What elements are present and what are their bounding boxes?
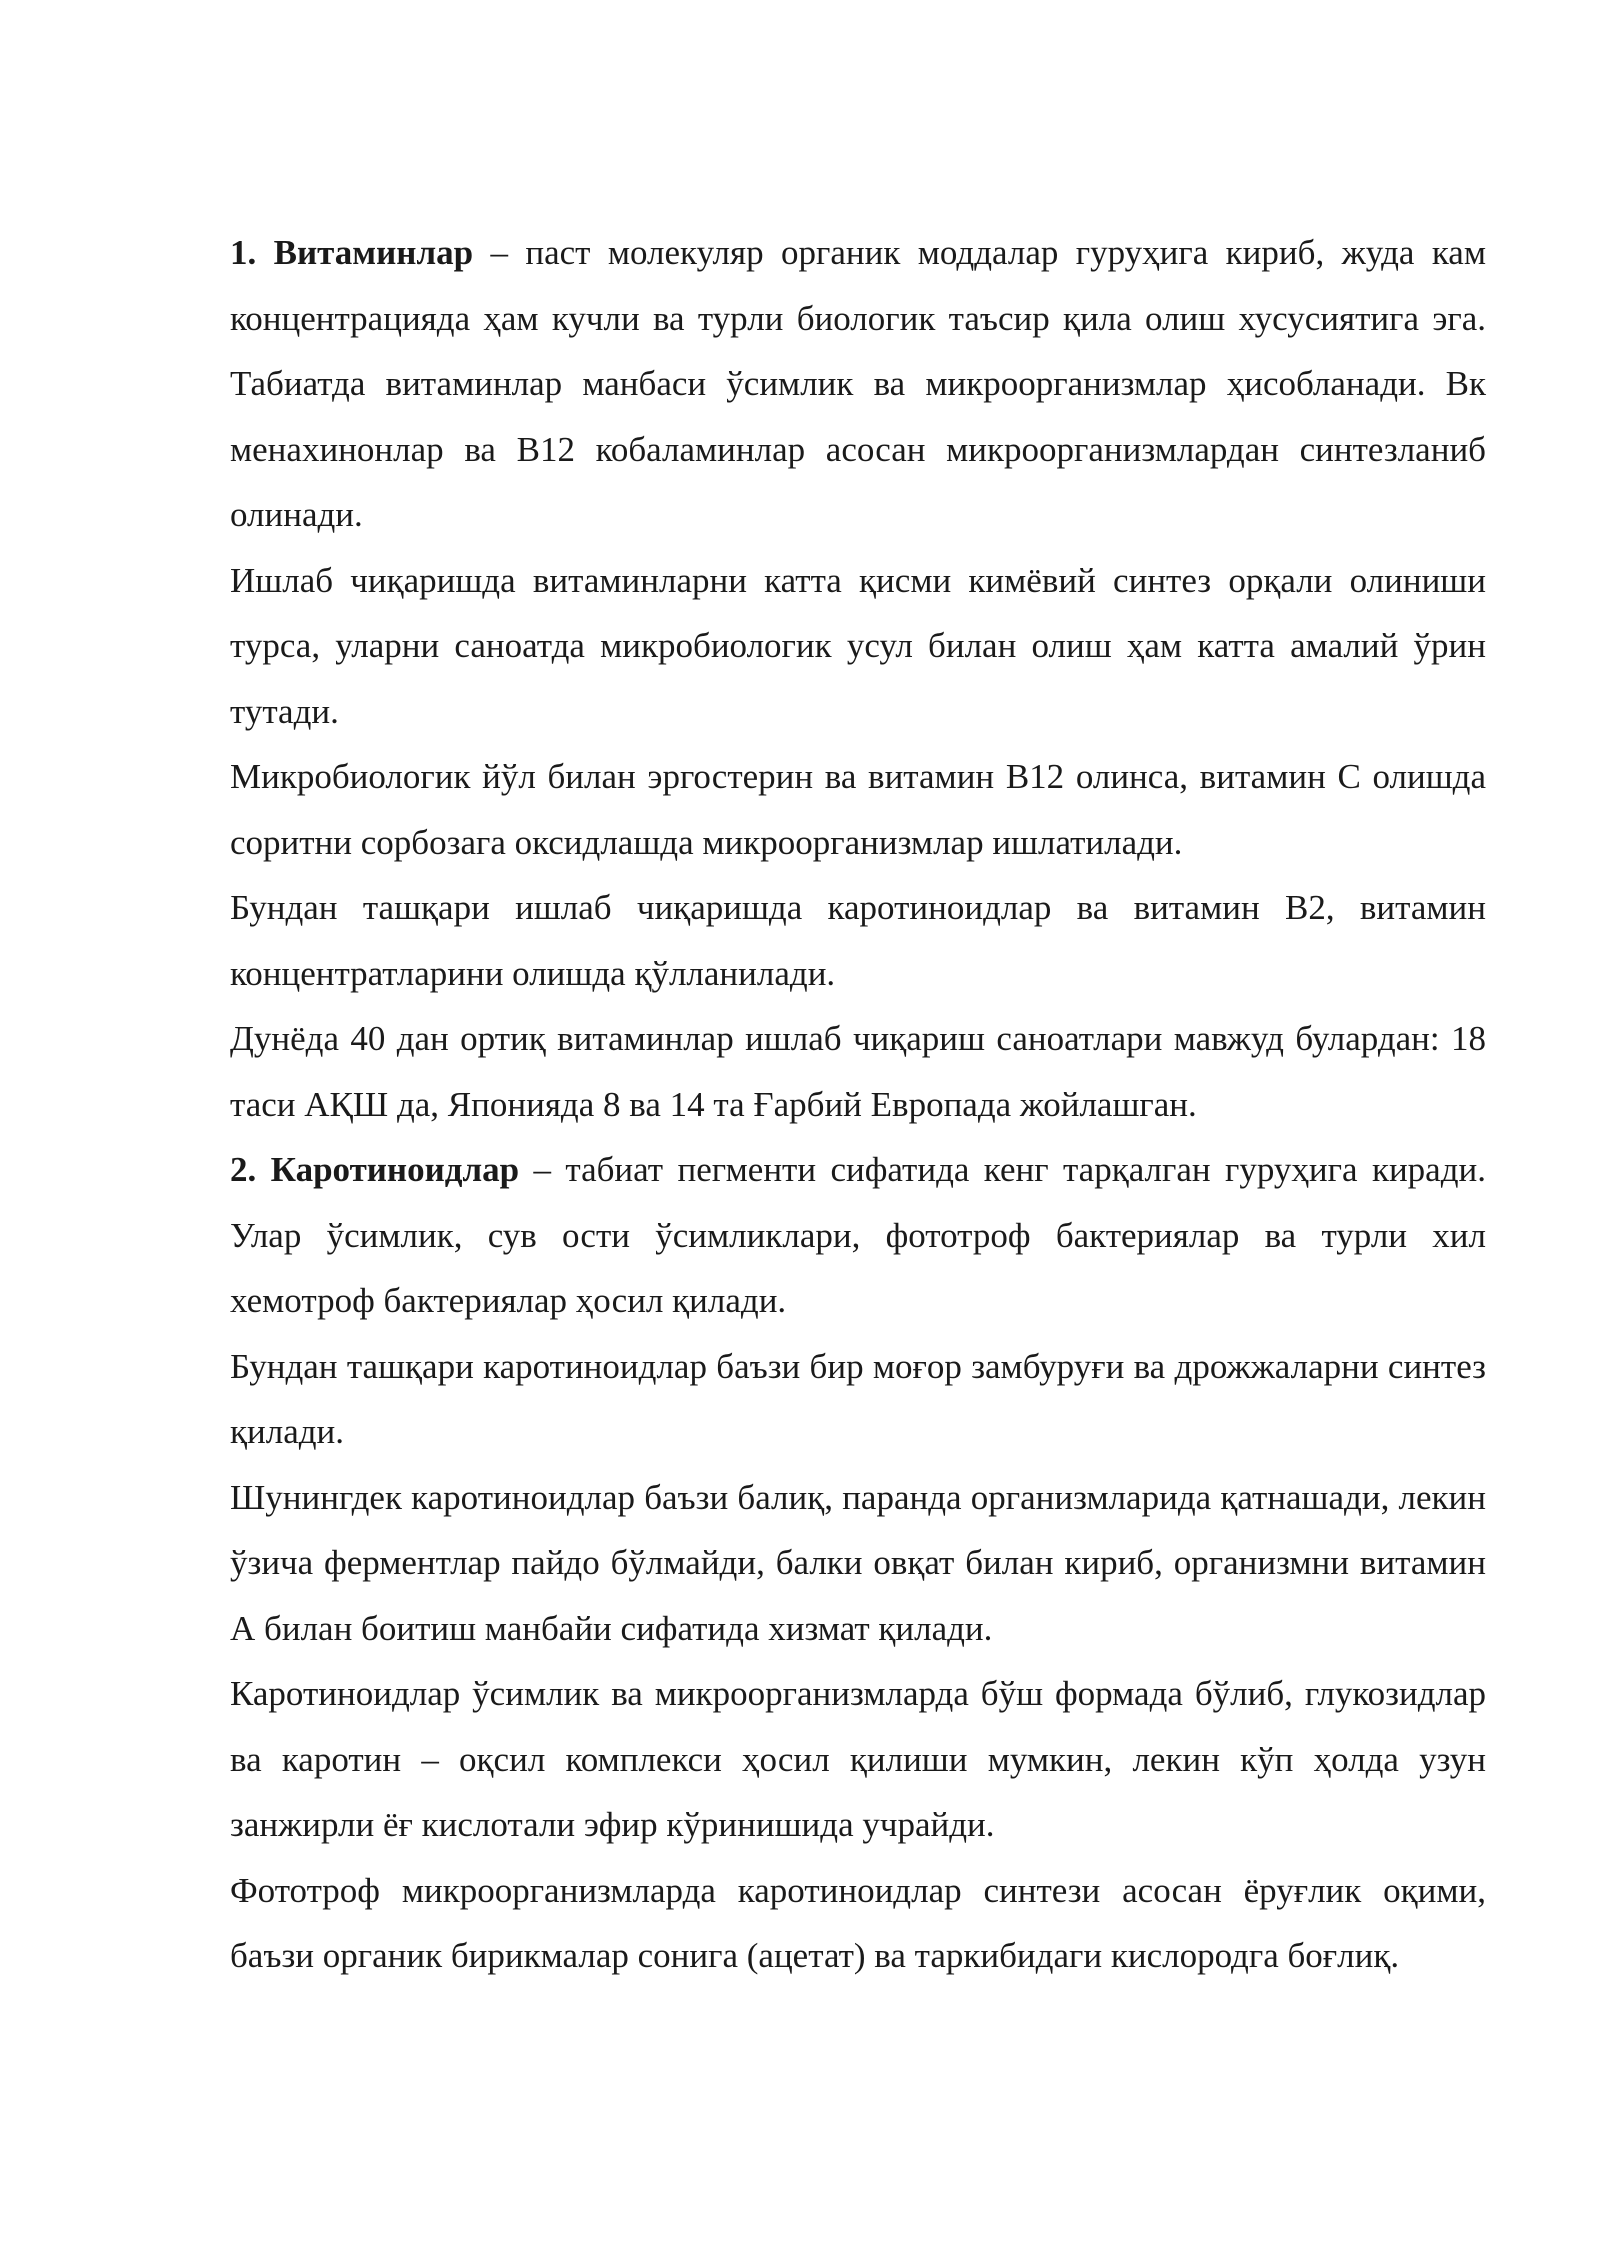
section1-paragraph: Бундан ташқари ишлаб чиқаришда каротиноидлар ва витамин В2, витамин концентратларини олишда қўлланилади. — [230, 888, 1486, 993]
section2-paragraph: Шунингдек каротиноидлар баъзи балиқ, паранда организмларида қатнашади, лекин ўзича ферментлар пайдо бўлмайди, балки овқат билан кириб, организмни витамин А билан боитиш манбайи сифатида хизмат қилади. — [230, 1477, 1486, 1648]
section1-intro-paragraph — [230, 220, 1486, 548]
section2-number: 2. — [230, 1150, 257, 1189]
section1-paragraph: Ишлаб чиқаришда витаминларни катта қисми кимёвий синтез орқали олиниши турса, уларни саноатда микробиологик усул билан олиш ҳам катта амалий ўрин тутади. — [230, 560, 1486, 731]
section1-intro-text: – паст молекуляр органик моддалар гуруҳига кириб, жуда кам концентрацияда ҳам кучли ва турли биологик таъсир қила олиш хусусиятига эга. Табиатда витаминлар манбаси ўсимлик ва микроорганизмлар ҳисобланади. Вк менахинонлар ва В12 кобаламинлар асосан микроорганизмлардан синтезланиб олинади. — [230, 233, 1486, 534]
section2-paragraph: Бундан ташқари каротиноидлар баъзи бир моғор замбуруғи ва дрожжаларни синтез қилади. — [230, 1346, 1486, 1451]
section1-term: Витаминлар — [273, 233, 474, 272]
section2-intro-paragraph — [230, 1137, 1486, 1334]
section1-paragraph: Микробиологик йўл билан эргостерин ва витамин В12 олинса, витамин С олишда соритни сорбозага оксидлашда микроорганизмлар ишлатилади. — [230, 757, 1486, 862]
section2-term: Каротиноидлар — [270, 1150, 520, 1189]
section2-intro-text: – табиат пегменти сифатида кенг тарқалган гуруҳига киради. Улар ўсимлик, сув ости ўсимликлари, фототроф бактериялар ва турли хил хемотроф бактериялар ҳосил қилади. — [230, 1150, 1487, 1320]
section2-paragraph: Фототроф микроорганизмларда каротиноидлар синтези асосан ёруғлик оқими, баъзи органик бирикмалар сонига (ацетат) ва таркибидаги кислородга боғлиқ. — [230, 1870, 1486, 1975]
section1-paragraph: Дунёда 40 дан ортиқ витаминлар ишлаб чиқариш саноатлари мавжуд булардан: 18 таси АҚШ да, Японияда 8 ва 14 та Ғарбий Европада жойлашган. — [230, 1019, 1486, 1124]
section2-paragraph: Каротиноидлар ўсимлик ва микроорганизмларда бўш формада бўлиб, глукозидлар ва каротин – оқсил комплекси ҳосил қилиши мумкин, лекин кўп ҳолда узун занжирли ёғ кислотали эфир кўринишида учрайди. — [230, 1674, 1486, 1844]
document-page — [230, 220, 1486, 1989]
section1-number: 1. — [230, 233, 257, 272]
